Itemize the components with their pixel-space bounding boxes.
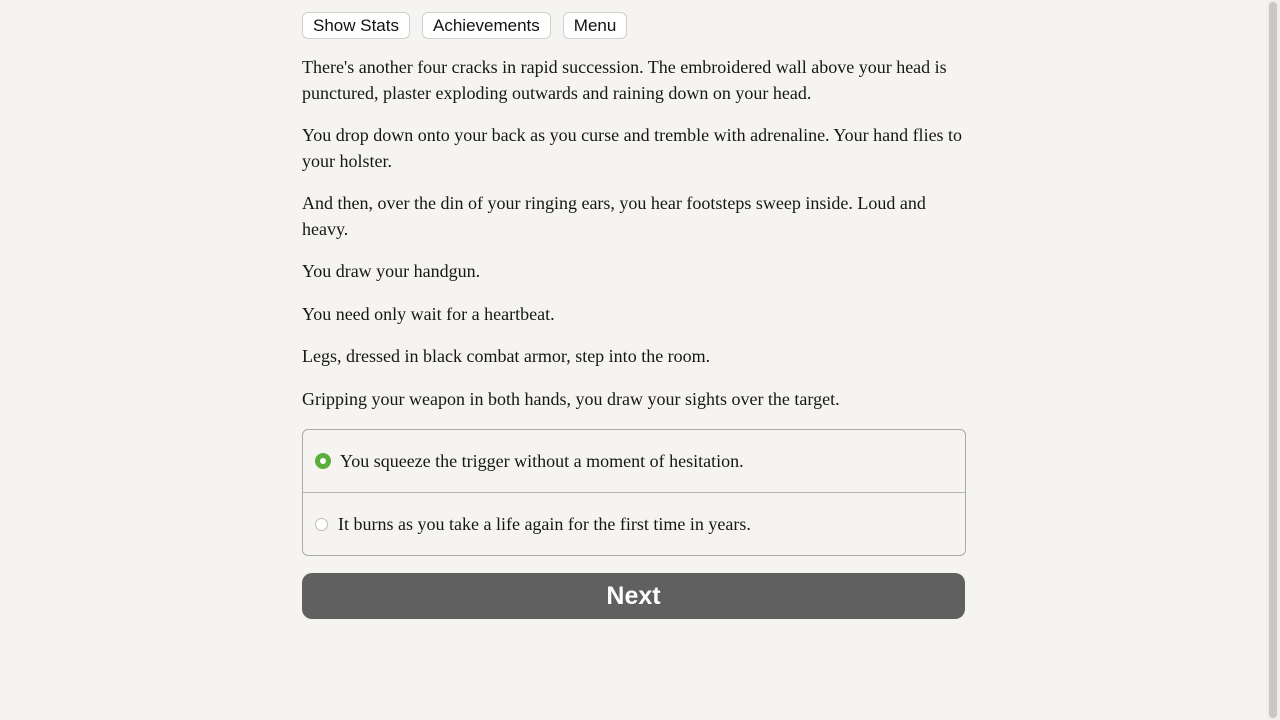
choice-option-2[interactable] — [303, 492, 965, 555]
choice-label: It burns as you take a life again for the first time in years. — [338, 513, 751, 534]
choice-option-1[interactable] — [303, 430, 965, 492]
story-paragraph: You draw your handgun. — [302, 261, 481, 281]
choice-list — [302, 429, 966, 556]
page-scrollbar[interactable] — [1266, 0, 1280, 720]
story-text — [302, 55, 965, 412]
story-paragraph: Legs, dressed in black combat armor, step into the room. — [302, 346, 711, 366]
story-paragraph: There's another four cracks in rapid succession. The embroidered wall above your head is punctured, plaster exploding outwards and raining down on your head. — [302, 57, 947, 103]
story-paragraph: You need only wait for a heartbeat. — [302, 303, 555, 324]
next-button[interactable]: Next — [302, 573, 965, 619]
top-button-bar — [302, 12, 965, 39]
story-paragraph: And then, over the din of your ringing ears, you hear footsteps sweep inside. Loud and heavy. — [302, 193, 926, 239]
scrollbar-thumb[interactable] — [1269, 2, 1277, 718]
radio-selected-icon[interactable] — [315, 453, 331, 469]
choice-label: You squeeze the trigger without a moment of hesitation. — [340, 450, 744, 471]
achievements-button[interactable]: Achievements — [422, 12, 551, 39]
game-main-column — [302, 12, 965, 619]
radio-unselected-icon[interactable] — [315, 518, 328, 531]
show-stats-button[interactable]: Show Stats — [302, 12, 410, 39]
menu-button[interactable]: Menu — [563, 12, 628, 39]
story-paragraph: Gripping your weapon in both hands, you draw your sights over the target. — [302, 388, 840, 409]
story-paragraph: You drop down onto your back as you curse and tremble with adrenaline. Your hand flies to your holster. — [302, 125, 963, 171]
